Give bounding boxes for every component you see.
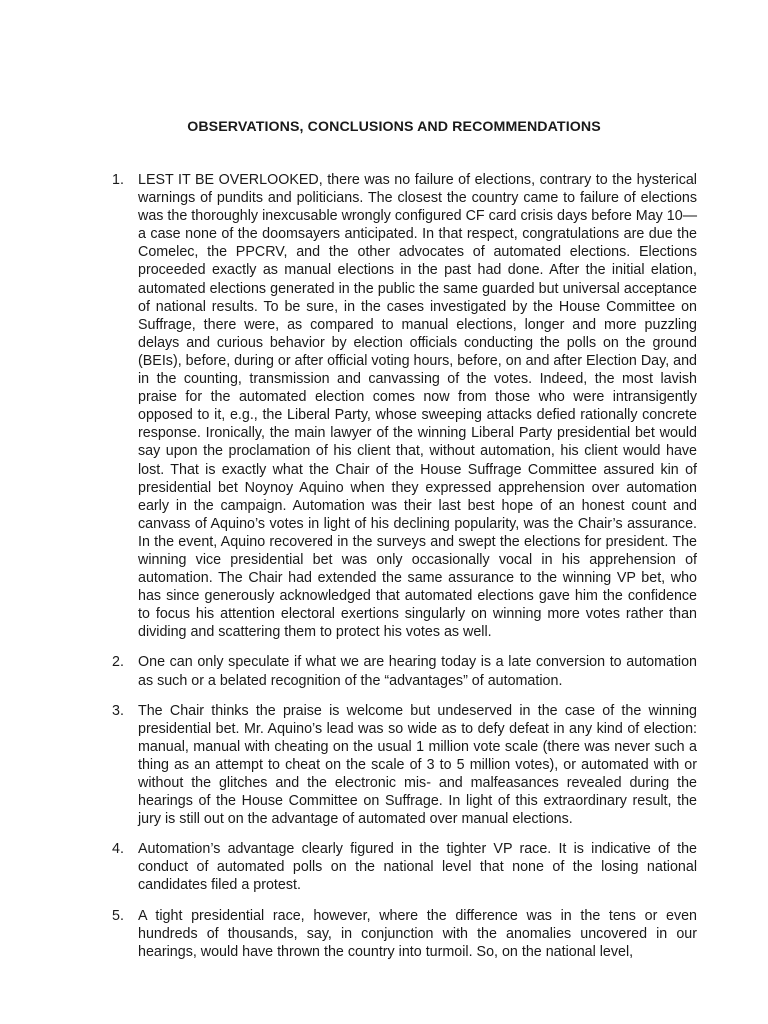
item-text: LEST IT BE OVERLOOKED, there was no failure of elections, contrary to the hysterical warnings of pundits and politicians. The closest the country came to failure of elections was the thoroughly inexcusable wrongly configured CF card crisis days before May 10—a case none of the doomsayers anticipated. In that respect, congratulations are due the Comelec, the PPCRV, and the other advocates of automated elections. Elections proceeded exactly as manual elections in the past had done. After the initial elation, automated elections generated in the public the same guarded but universal acceptance of national results. To be sure, in the cases investigated by the House Committee on Suffrage, there were, as compared to manual elections, longer and more puzzling delays and curious behavior by election officials conducting the polls on the ground (BEIs), before, during or after official voting hours, before, on and after Election Day, and in the counting, transmission and canvassing of the votes. Indeed, the most lavish praise for the automated election comes now from those who were intransigently opposed to it, e.g., the Liberal Party, whose sweeping attacks defied rationally concrete response. Ironically, the main lawyer of the winning Liberal Party presidential bet would say upon the proclamation of his client that, without automation, his client would have lost. That is exactly what the Chair of the House Suffrage Committee assured kin of presidential bet Noynoy Aquino when they expressed apprehension over automation early in the campaign. Automation was their last best hope of an honest count and canvass of Aquino’s votes in light of his declining popularity, was the Chair’s assurance. In the event, Aquino recovered in the surveys and swept the elections for president. The winning vice presidential bet was only occasionally vocal in his apprehension of automation. The Chair had extended the same assurance to the winning VP bet, who has since generously acknowledged that automated elections gave him the confidence to focus his attention electoral exertions singularly on winning more votes rather than dividing and scattering them to protect his votes as well. (138, 172, 697, 641)
numbered-list (112, 171, 697, 973)
item-text: A tight presidential race, however, where the difference was in the tens or even hundreds of thousands, say, in conjunction with the anomalies uncovered in our hearings, would have thrown the country into turmoil. So, on the national level, (138, 907, 697, 960)
item-number: 5. (112, 907, 124, 924)
list-item (112, 653, 697, 689)
item-text: Automation’s advantage clearly figured in the tighter VP race. It is indicative of the conduct of automated polls on the national level that none of the losing national candidates filed a protest. (138, 841, 697, 894)
item-text: One can only speculate if what we are hearing today is a late conversion to automation as such or a belated recognition of the “advantages” of automation. (138, 654, 697, 689)
list-item (112, 702, 697, 829)
list-item (112, 907, 697, 961)
list-item (112, 840, 697, 894)
item-number: 1. (112, 172, 124, 188)
item-text: The Chair thinks the praise is welcome but undeserved in the case of the winning presidential bet. Mr. Aquino’s lead was so wide as to defy defeat in any kind of election: manual, manual with cheating on the usual 1 million vote scale (there was never such a thing as an attempt to cheat on the scale of 3 to 5 million votes), or automated with or without the glitches and the electronic mis- and malfeasances revealed during the hearings of the House Committee on Suffrage. In light of this extraordinary result, the jury is still out on the advantage of automated over manual elections. (138, 702, 697, 828)
list-item (112, 171, 697, 641)
item-number: 3. (112, 702, 124, 719)
item-number: 2. (112, 654, 124, 671)
document-title: OBSERVATIONS, CONCLUSIONS AND RECOMMENDATIONS (187, 119, 601, 135)
item-number: 4. (112, 841, 124, 858)
